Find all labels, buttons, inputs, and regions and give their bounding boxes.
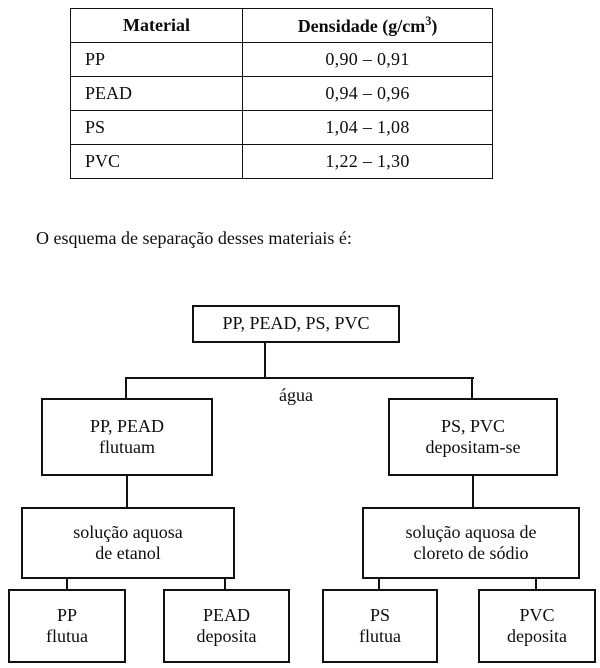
flow-node-ethanol-solution-line2: de etanol xyxy=(95,543,161,563)
flow-node-pvc-sink xyxy=(478,589,596,663)
density-header-text: Densidade (g/cm xyxy=(297,16,426,36)
flow-node-pp-float-line1: PP xyxy=(56,604,78,625)
flow-node-ethanol-solution xyxy=(21,507,235,579)
connector-to-float1 xyxy=(125,377,127,399)
flow-node-ps-float-line1: PS xyxy=(369,604,391,625)
cell-material: PS xyxy=(71,111,243,145)
flow-node-ps-pvc-sink xyxy=(388,398,558,476)
flow-node-sodium-chloride-solution-line1: solução aquosa de xyxy=(405,521,537,542)
flow-node-ethanol-solution-line1: solução aquosa xyxy=(73,521,183,542)
connector-float1-to-etanol xyxy=(126,474,128,509)
flow-node-ps-pvc-sink-line1: PS, PVC xyxy=(440,415,506,436)
flow-node-sodium-chloride-solution xyxy=(362,507,580,579)
connector-level1-bus xyxy=(125,377,474,379)
flow-node-ps-float xyxy=(322,589,438,663)
density-header-exponent: 3 xyxy=(425,14,432,28)
flow-node-root xyxy=(192,305,400,343)
cell-density: 0,94 – 0,96 xyxy=(243,77,493,111)
edge-label-water: água xyxy=(276,385,316,406)
column-header-material: Material xyxy=(71,9,243,43)
cell-density: 1,22 – 1,30 xyxy=(243,145,493,179)
cell-density: 0,90 – 0,91 xyxy=(243,43,493,77)
flow-node-pvc-sink-line2: deposita xyxy=(507,626,567,646)
flow-node-pvc-sink-line1: PVC xyxy=(519,604,555,625)
flow-node-ps-float-line2: flutua xyxy=(359,626,401,646)
flow-node-ps-pvc-sink-line2: depositam-se xyxy=(425,437,521,457)
flow-node-root-line1: PP, PEAD, PS, PVC xyxy=(222,313,370,334)
intro-text: O esquema de separação desses materiais é: xyxy=(36,228,352,248)
density-header-close: ) xyxy=(431,16,438,36)
flow-node-pp-pead-float-line2: flutuam xyxy=(99,437,155,457)
flow-node-sodium-chloride-solution-line2: cloreto de sódio xyxy=(413,543,529,563)
cell-material: PVC xyxy=(71,145,243,179)
flow-node-pead-sink-line2: deposita xyxy=(196,626,257,646)
cell-material: PP xyxy=(71,43,243,77)
flow-node-pp-float xyxy=(8,589,126,663)
connector-to-sink1 xyxy=(471,377,473,399)
cell-material: PEAD xyxy=(71,77,243,111)
flow-node-pp-pead-float xyxy=(41,398,213,476)
flow-node-pead-sink-line1: PEAD xyxy=(202,604,250,625)
flow-node-pp-pead-float-line1: PP, PEAD xyxy=(89,415,165,436)
connector-root-stem xyxy=(264,343,266,379)
flow-node-pead-sink xyxy=(163,589,290,663)
cell-density: 1,04 – 1,08 xyxy=(243,111,493,145)
flow-node-pp-float-line2: flutua xyxy=(46,626,88,646)
connector-sink1-to-nacl xyxy=(472,474,474,509)
